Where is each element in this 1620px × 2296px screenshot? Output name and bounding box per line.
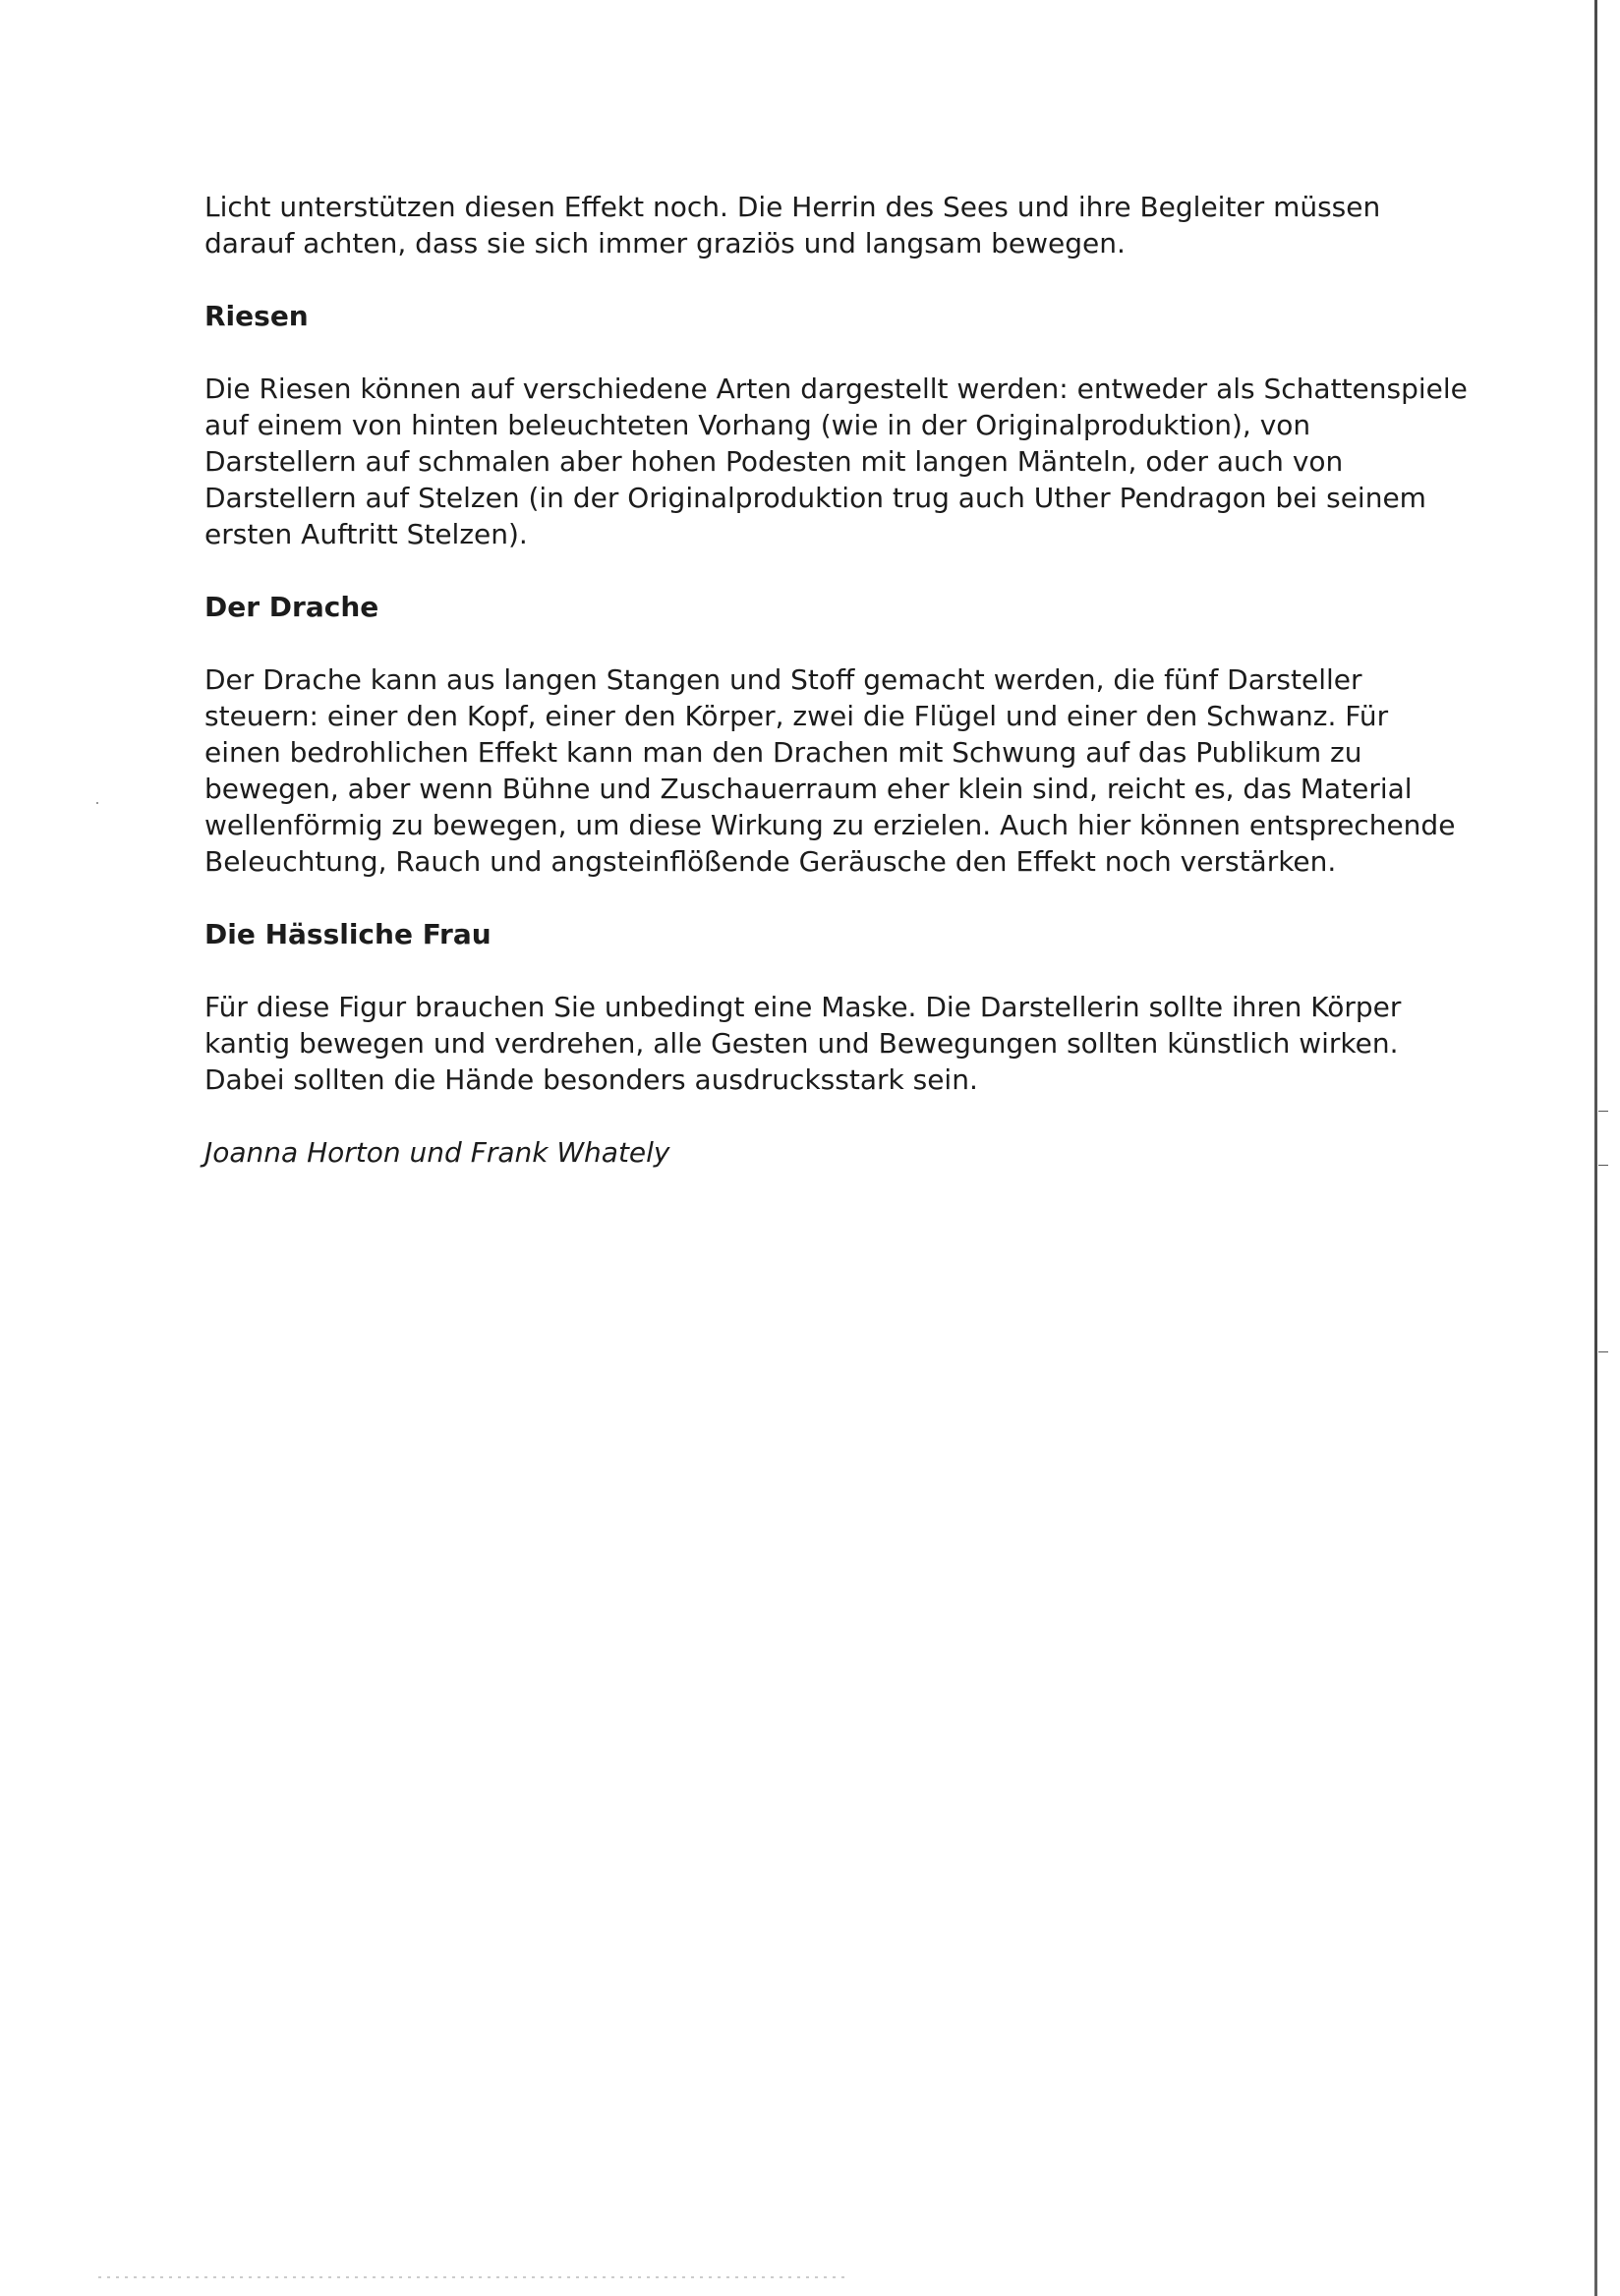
author-signature: Joanna Horton und Frank Whately: [204, 1136, 670, 1169]
document-body: [204, 189, 1468, 1171]
spacer: [204, 625, 1423, 661]
section-heading-haessliche-frau: Die Hässliche Frau: [204, 918, 492, 950]
section-paragraph-haessliche-frau: [204, 989, 1423, 1098]
section-heading-riesen: Riesen: [204, 300, 309, 332]
spacer: [204, 261, 1423, 298]
text-line: bewegen, aber wenn Bühne und Zuschauerraum eher klein sind, reicht es, das Material: [204, 773, 1413, 805]
text-line: Darstellern auf Stelzen (in der Originalproduktion trug auch Uther Pendragon bei seinem: [204, 482, 1426, 514]
spacer: [204, 880, 1423, 916]
scan-edge-tick: [1598, 1111, 1608, 1112]
section-paragraph-riesen: [204, 371, 1468, 552]
text-line: Beleuchtung, Rauch und angsteinflößende Geräusche den Effekt noch verstärken.: [204, 845, 1337, 878]
spacer: [204, 552, 1423, 589]
text-line: Für diese Figur brauchen Sie unbedingt eine Maske. Die Darstellerin sollte ihren Körper: [204, 991, 1402, 1023]
text-line: auf einem von hinten beleuchteten Vorhang (wie in der Originalproduktion), von: [204, 409, 1311, 441]
text-line: Licht unterstützen diesen Effekt noch. Die Herrin des Sees und ihre Begleiter müssen: [204, 191, 1381, 223]
text-line: Die Riesen können auf verschiedene Arten dargestellt werden: entweder als Schattenspiele: [204, 373, 1468, 405]
text-line: steuern: einer den Kopf, einer den Körper, zwei die Flügel und einer den Schwanz. Für: [204, 700, 1389, 732]
spacer: [204, 334, 1423, 371]
scan-edge-line: [1594, 0, 1597, 2296]
section-heading-drache: Der Drache: [204, 591, 379, 623]
text-line: Der Drache kann aus langen Stangen und Stoff gemacht werden, die fünf Darsteller: [204, 663, 1362, 696]
spacer: [204, 1098, 1423, 1134]
text-line: kantig bewegen und verdrehen, alle Gesten und Bewegungen sollten künstlich wirken.: [204, 1027, 1399, 1060]
text-line: einen bedrohlichen Effekt kann man den Drachen mit Schwung auf das Publikum zu: [204, 736, 1362, 769]
scan-speck: [96, 802, 98, 804]
section-paragraph-drache: [204, 661, 1456, 880]
scan-edge-tick: [1598, 1165, 1608, 1166]
text-line: darauf achten, dass sie sich immer graziös und langsam bewegen.: [204, 227, 1126, 259]
scan-noise: [98, 2276, 845, 2278]
text-line: wellenförmig zu bewegen, um diese Wirkung zu erzielen. Auch hier können entsprechende: [204, 809, 1456, 841]
text-line: Darstellern auf schmalen aber hohen Podesten mit langen Mänteln, oder auch von: [204, 445, 1344, 478]
intro-paragraph: [204, 189, 1423, 261]
text-line: ersten Auftritt Stelzen).: [204, 518, 528, 550]
spacer: [204, 952, 1423, 989]
scan-edge-tick: [1598, 1351, 1608, 1352]
text-line: Dabei sollten die Hände besonders ausdrucksstark sein.: [204, 1063, 978, 1096]
